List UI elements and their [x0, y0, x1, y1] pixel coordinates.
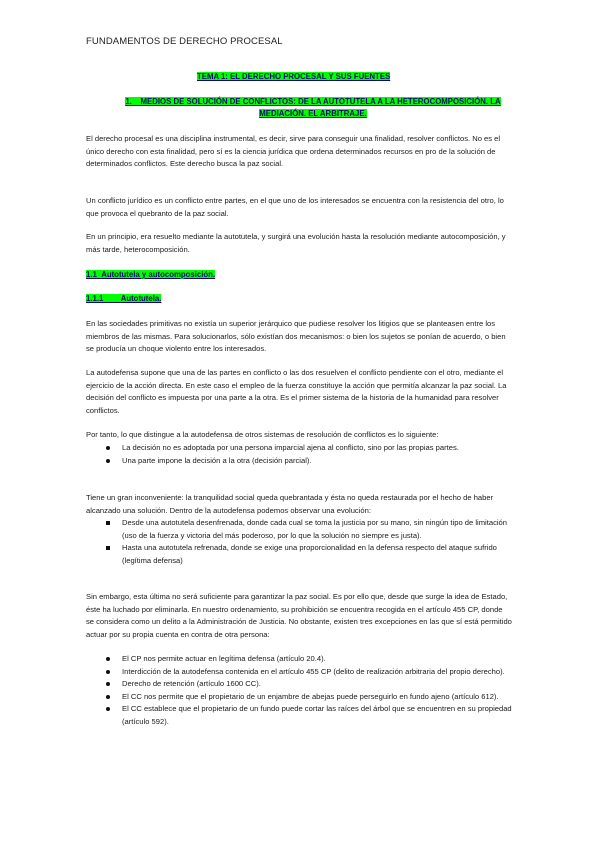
- bullet-list: [104, 653, 514, 729]
- paragraph: En las sociedades primitivas no existía un superior jerárquico que pudiese resolver los litigios que se planteasen entre los miembros de las mismas. Para solucionarlos, sólo existían dos mecanismos: o bien los sujetos se ponían de acuerdo, o bien se producía un choque violento entre los interesados.: [86, 319, 506, 354]
- topic-title: TEMA 1: EL DERECHO PROCESAL Y SUS FUENTES: [197, 72, 391, 81]
- paragraph: La autodefensa supone que una de las partes en conflicto o las dos resuelven el conflicto pendiente con el otro, mediante el ejercicio de la acción directa. En este caso el empleo de la fuerza constituye la acción que permitía alcanzar la paz social. La decisión del conflicto es impuesta por una parte a la otra. Es el primer sistema de la historia de la humanidad para resolver conflictos.: [86, 368, 507, 415]
- subsection-1-1-1-heading: 1.1.1 Autotutela.: [86, 294, 162, 303]
- paragraph: Sin embargo, esta última no será suficiente para garantizar la paz social. Es por ello que, desde que surge la idea de Estado, éste ha luchado por eliminarla. En nuestro ordenamiento, su prohibición se encuentra recogida en el artículo 455 CP, donde se considera como un delito a la Administración de Justicia. No obstante, existen tres excepciones en las que sí está permitido actuar por su propia cuenta en contra de otra persona:: [86, 592, 512, 639]
- list-item: El CP nos permite actuar en legítima defensa (artículo 20.4).: [104, 653, 514, 666]
- list-item: La decisión no es adoptada por una persona imparcial ajena al conflicto, sino por las propias partes.: [104, 442, 514, 455]
- list-item: Derecho de retención (artículo 1600 CC).: [104, 678, 514, 691]
- paragraph: Un conflicto jurídico es un conflicto entre partes, en el que uno de los interesados se encuentra con la resistencia del otro, lo que provoca el quebranto de la paz social.: [86, 196, 504, 218]
- paragraph: En un principio, era resuelto mediante la autotutela, y surgirá una evolución hasta la resolución mediante autocomposición, y más tarde, heterocomposición.: [86, 232, 506, 254]
- list-item: El CC establece que el propietario de un fundo puede cortar las raíces del árbol que se encuentren en su propiedad (artículo 592).: [104, 703, 514, 728]
- section-1-heading: 1. MEDIOS DE SOLUCIÓN DE CONFLICTOS: DE LA AUTOTUTELA A LA HETEROCOMPOSICIÓN. LA MEDIACIÓN. EL ARBITRAJE.: [125, 97, 501, 118]
- paragraph: Tiene un gran inconveniente: la tranquilidad social queda quebrantada y ésta no queda restaurada por el hecho de haber alcanzado una solución. Dentro de la autodefensa podemos observar una evolución:: [86, 493, 494, 515]
- bullet-list: [104, 442, 514, 467]
- list-item: Interdicción de la autodefensa contenida en el artículo 455 CP (delito de realización arbitraria del propio derecho).: [104, 666, 514, 679]
- paragraph: El derecho procesal es una disciplina instrumental, es decir, sirve para conseguir una finalidad, resolver conflictos. No es el único derecho con esta finalidad, pero sí es la ciencia jurídica que ordena determinados recursos en pro de la solución de determinados conflictos. Este derecho busca la paz social.: [86, 134, 501, 169]
- paragraph: Por tanto, lo que distingue a la autodefensa de otros sistemas de resolución de conflictos es lo siguiente:: [86, 430, 439, 439]
- list-item: Desde una autotutela desenfrenada, donde cada cual se toma la justicia por su mano, sin ningún tipo de limitación (uso de la fuerza y victoria del más poderoso, por lo que la solución no siempre es justa).: [104, 517, 514, 542]
- subsection-1-1-heading: 1.1 Autotutela y autocomposición.: [86, 270, 216, 279]
- list-item: Hasta una autotutela refrenada, donde se exige una proporcionalidad en la defensa respecto del ataque sufrido (legítima defensa): [104, 542, 514, 567]
- bullet-list: [104, 517, 514, 567]
- running-header: FUNDAMENTOS DE DERECHO PROCESAL: [86, 36, 283, 47]
- list-item: El CC nos permite que el propietario de un enjambre de abejas puede perseguirlo en fundo ajeno (artículo 612).: [104, 691, 514, 704]
- list-item: Una parte impone la decisión a la otra (decisión parcial).: [104, 455, 514, 468]
